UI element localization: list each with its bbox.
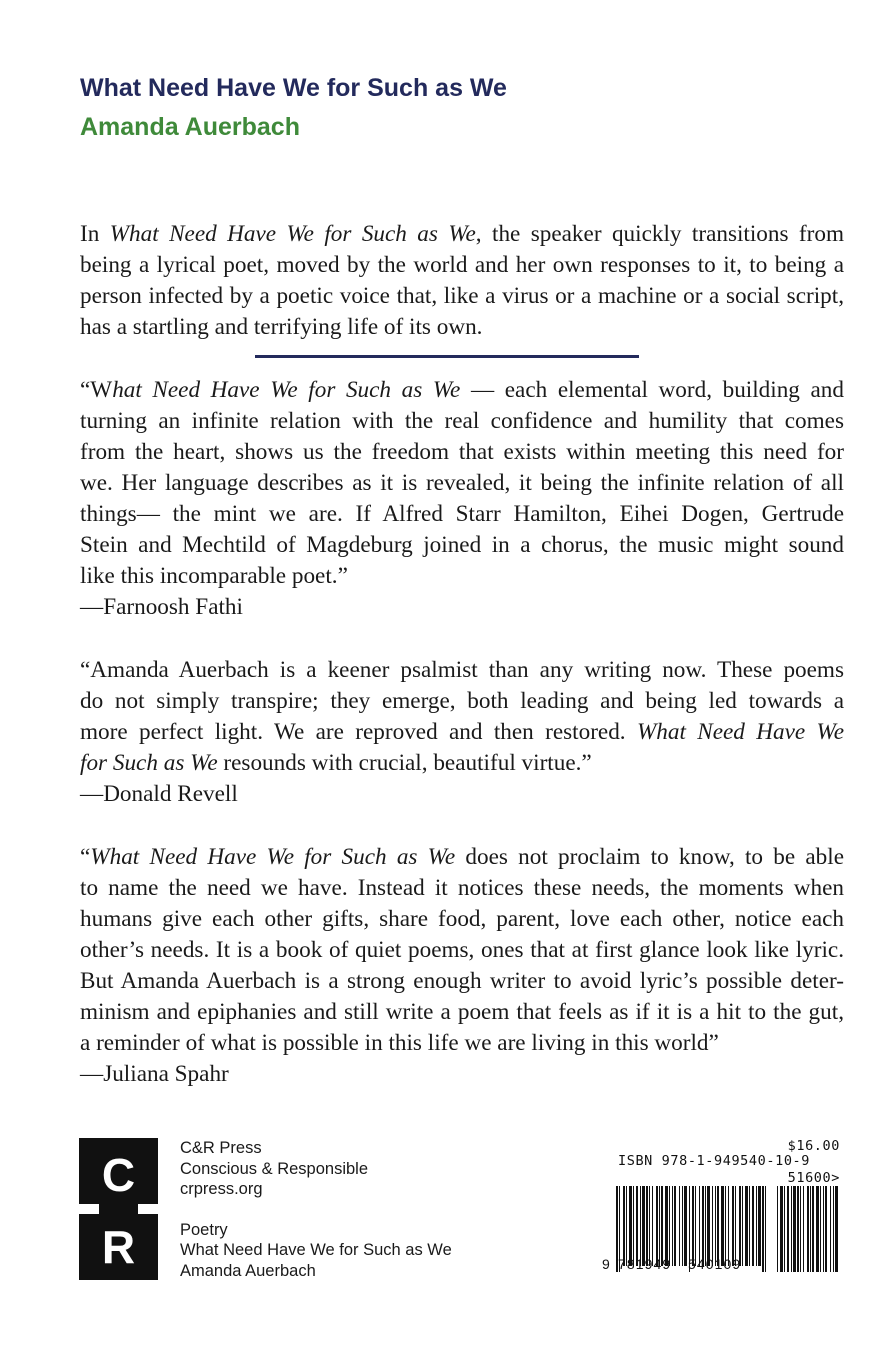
- text-line: [80, 375, 844, 406]
- barcode-bar: [623, 1186, 625, 1266]
- addon-bar: [823, 1186, 824, 1272]
- text-segment: — each elemental word, building and: [460, 377, 844, 403]
- text-line: has a startling and terrifying life of its own.: [80, 314, 483, 340]
- italic-title: What Need Have We: [636, 719, 844, 745]
- ean-left-digits: 781949: [618, 1256, 672, 1272]
- barcode-bar: [745, 1186, 748, 1266]
- blurb-attribution: —Donald Revell: [80, 781, 238, 807]
- barcode-bar: [626, 1186, 627, 1266]
- text-line: things— the mint we are. If Alfred Starr Hamilton, Eihei Dogen, Gertrude: [80, 501, 844, 527]
- addon-bar: [835, 1186, 838, 1272]
- barcode-bar: [661, 1186, 663, 1266]
- text-line: a reminder of what is possible in this life we are living in this world”: [80, 1030, 719, 1056]
- barcode-bar: [699, 1186, 700, 1266]
- barcode-bar: [649, 1186, 650, 1266]
- barcode-bar: [642, 1186, 645, 1266]
- barcode-bar: [705, 1186, 706, 1266]
- text-segment: “W: [80, 377, 113, 403]
- text-line: being a lyrical poet, moved by the world and her own responses to it, to being a: [80, 252, 844, 278]
- text-line: humans give each other gifts, share food, parent, love each other, notice each: [80, 906, 844, 932]
- text-segment: In: [80, 221, 110, 247]
- blurb-spahr: [80, 842, 844, 1090]
- addon-bar: [793, 1186, 796, 1272]
- text-line: do not simply transpire; they emerge, both leading and being led towards a: [80, 688, 844, 714]
- barcode-bar: [756, 1186, 757, 1266]
- addon-bar: [780, 1186, 783, 1272]
- barcode-bar: [659, 1186, 660, 1266]
- isbn-label: ISBN 978-1-949540-10-9: [618, 1153, 811, 1169]
- text-line: [80, 748, 844, 779]
- italic-title: What Need Have We for Such as We: [109, 221, 476, 247]
- barcode-bar: [692, 1186, 694, 1266]
- italic-title: What Need Have We for Such as We: [90, 844, 456, 870]
- blurb-revell: [80, 655, 844, 810]
- barcode-bar: [715, 1186, 716, 1266]
- addon-bar: [803, 1186, 804, 1272]
- text-segment: resounds with crucial, beautiful virtue.”: [217, 750, 592, 776]
- barcode-bar: [674, 1186, 676, 1266]
- addon-bar: [820, 1186, 821, 1272]
- text-line: turning an infinite relation with the real confidence and humility that comes: [80, 408, 844, 434]
- barcode-bar: [725, 1186, 726, 1266]
- barcode: [602, 1136, 844, 1278]
- text-segment: , the speaker quickly transitions from: [475, 221, 844, 247]
- barcode-bar: [732, 1186, 734, 1266]
- logo-letter-r: R: [101, 1221, 136, 1273]
- barcode-bar: [762, 1186, 764, 1272]
- price-label: $16.00: [787, 1138, 840, 1154]
- barcode-bar: [633, 1186, 634, 1266]
- addon-bar: [791, 1186, 792, 1272]
- addon-bar: [807, 1186, 809, 1272]
- barcode-bar: [646, 1186, 648, 1266]
- barcode-bar: [640, 1186, 641, 1266]
- text-segment: more perfect light. We are reproved and then restored.: [80, 719, 637, 745]
- text-segment: does not proclaim to know, to be able: [455, 844, 844, 870]
- divider-rule: [255, 355, 639, 358]
- publisher-website: crpress.org: [180, 1180, 263, 1198]
- addon-bar: [777, 1186, 778, 1272]
- barcode-bar: [758, 1186, 761, 1266]
- text-line: [80, 717, 844, 748]
- text-line: person infected by a poetic voice that, like a virus or a machine or a social script,: [80, 283, 844, 309]
- addon-bar: [784, 1186, 785, 1272]
- barcode-bar: [682, 1186, 683, 1266]
- barcode-bar: [656, 1186, 658, 1266]
- blurb-attribution: —Farnoosh Fathi: [80, 594, 243, 620]
- barcode-bar: [652, 1186, 653, 1266]
- addon-bar: [812, 1186, 814, 1272]
- book-category: Poetry: [180, 1220, 228, 1239]
- addon-bar: [833, 1186, 834, 1272]
- barcode-bar: [712, 1186, 713, 1266]
- book-author: Amanda Auerbach: [80, 113, 300, 141]
- barcode-bar: [702, 1186, 704, 1266]
- italic-title: for Such as We: [80, 750, 218, 776]
- barcode-bar: [636, 1186, 638, 1266]
- text-line: [80, 219, 844, 250]
- addon-bar: [810, 1186, 811, 1272]
- barcode-bar: [739, 1186, 741, 1266]
- barcode-bar: [679, 1186, 680, 1266]
- blurb-fathi: [80, 375, 844, 623]
- barcode-bar: [695, 1186, 696, 1266]
- addon-bar: [816, 1186, 819, 1272]
- barcode-bar: [684, 1186, 687, 1266]
- italic-title: hat Need Have We for Such as We: [112, 377, 461, 403]
- logo-letter-c: C: [101, 1149, 136, 1201]
- ean-lead-digit: 9: [602, 1256, 611, 1272]
- logo-notch-left: [79, 1204, 99, 1214]
- publisher-book-author: Amanda Auerbach: [180, 1261, 316, 1280]
- addon-bar: [787, 1186, 789, 1272]
- book-title: What Need Have We for Such as We: [80, 74, 507, 102]
- text-line: from the heart, shows us the freedom that exists within meeting this need for: [80, 439, 844, 465]
- addon-bar: [825, 1186, 827, 1272]
- barcode-bar: [752, 1186, 754, 1266]
- barcode-bar: [749, 1186, 750, 1266]
- text-line: “Amanda Auerbach is a keener psalmist than any writing now. These poems: [80, 657, 844, 683]
- addon-bar: [797, 1186, 799, 1272]
- text-line: like this incomparable poet.”: [80, 563, 348, 589]
- description: [80, 219, 844, 343]
- barcode-bar: [765, 1186, 766, 1272]
- publisher-tagline: Conscious & Responsible: [180, 1159, 369, 1178]
- text-line: to name the need we have. Instead it notices these needs, the moments when: [80, 875, 844, 901]
- text-line: minism and epiphanies and still write a poem that feels as if it is a hit to the gut,: [80, 999, 844, 1025]
- addon-bar: [800, 1186, 801, 1272]
- barcode-bar: [665, 1186, 668, 1266]
- text-segment: “: [80, 844, 91, 870]
- cr-press-logo-icon: [79, 1138, 158, 1280]
- barcode-bar: [717, 1186, 719, 1266]
- publisher-name: C&R Press: [180, 1139, 262, 1157]
- addon-bar: [830, 1186, 831, 1272]
- text-line: we. Her language describes as it is revealed, it being the infinite relation of all: [80, 470, 844, 496]
- publisher-info: [180, 1138, 452, 1281]
- text-line: [80, 842, 844, 873]
- publisher-book-title: What Need Have We for Such as We: [180, 1241, 452, 1259]
- logo-notch-right: [138, 1204, 158, 1214]
- barcode-bar: [672, 1186, 673, 1266]
- barcode-bar: [707, 1186, 710, 1266]
- text-line: But Amanda Auerbach is a strong enough writer to avoid lyric’s possible deter-: [80, 968, 844, 994]
- barcode-bar: [721, 1186, 724, 1266]
- text-line: Stein and Mechtild of Magdeburg joined in a chorus, the music might sound: [80, 532, 844, 558]
- barcode-bar: [742, 1186, 743, 1266]
- barcode-bar: [728, 1186, 729, 1266]
- barcode-bar: [629, 1186, 632, 1266]
- barcode-bar: [669, 1186, 670, 1266]
- text-line: other’s needs. It is a book of quiet poems, ones that at first glance look like lyric.: [80, 937, 844, 963]
- ean-right-digits: 540109: [688, 1256, 742, 1272]
- barcode-bar: [735, 1186, 736, 1266]
- addon-label: 51600>: [787, 1170, 840, 1186]
- blurb-attribution: —Juliana Spahr: [80, 1061, 229, 1087]
